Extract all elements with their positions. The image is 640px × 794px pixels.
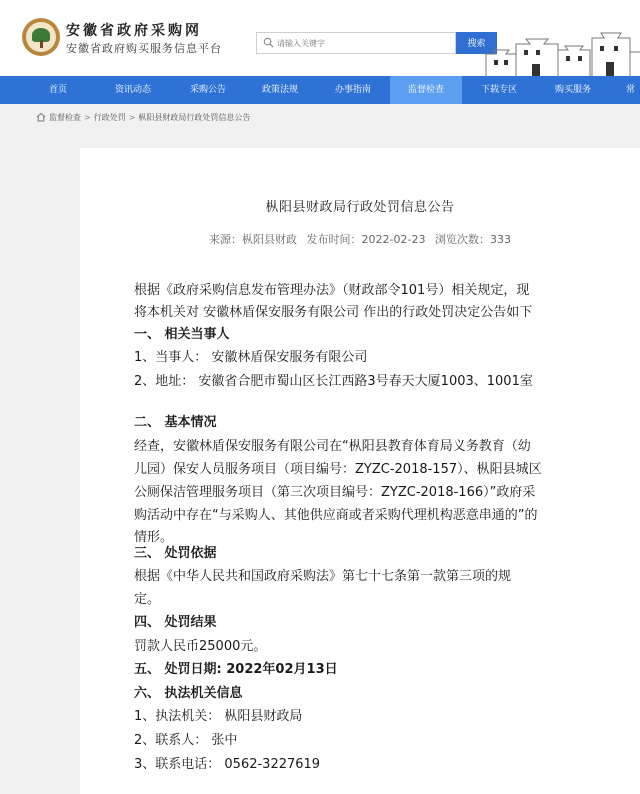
search-icon: [263, 37, 274, 48]
breadcrumb-item-penalty[interactable]: 行政处罚: [93, 113, 126, 122]
body-line: 2、地址： 安徽省合肥市蜀山区长江西路3号春天大厦1003、1001室: [134, 374, 533, 389]
meta-view-count: 浏览次数：333: [434, 233, 511, 246]
body-line: 2、联系人： 张中: [134, 733, 238, 748]
document-title: 枞阳县财政局行政处罚信息公告: [265, 200, 455, 215]
nav-item-purchase-service[interactable]: 购买服务: [554, 85, 591, 95]
breadcrumb-separator: >: [128, 113, 136, 122]
body-line: 儿园）保安人员服务项目（项目编号：ZYZC-2018-157）、枞阳县城区: [134, 462, 542, 477]
nav-item-home[interactable]: 首页: [48, 85, 67, 95]
breadcrumb-item-supervision[interactable]: 监督检查: [49, 113, 81, 122]
home-icon: [36, 112, 46, 122]
body-line: 根据《政府采购信息发布管理办法》（财政部令101号）相关规定，现: [134, 283, 530, 298]
site-title[interactable]: 安徽省政府采购网: [66, 23, 202, 39]
hui-architecture-banner: [480, 24, 640, 76]
search-box: [256, 32, 456, 54]
section-heading: 二、 基本情况: [134, 415, 217, 430]
section-heading: 三、 处罚依据: [134, 546, 217, 561]
body-line: 罚款人民币25000元。: [134, 639, 267, 654]
body-line: 情形。: [134, 530, 174, 545]
section-heading: 五、 处罚日期: 2022年02月13日: [134, 662, 338, 677]
body-line: 1、当事人： 安徽林盾保安服务有限公司: [134, 350, 368, 365]
search-button[interactable]: 搜索: [456, 32, 497, 54]
breadcrumb: [36, 111, 250, 125]
body-line: 1、执法机关： 枞阳县财政局: [134, 709, 303, 724]
section-heading: 四、 处罚结果: [134, 615, 217, 630]
nav-item-supervision[interactable]: 监督检查: [390, 76, 462, 104]
nav-item-news[interactable]: 资讯动态: [114, 85, 151, 95]
nav-item-policy[interactable]: 政策法规: [261, 85, 298, 95]
nav-item-procurement-notice[interactable]: 采购公告: [189, 85, 226, 95]
site-logo[interactable]: [22, 18, 60, 56]
nav-item-downloads[interactable]: 下载专区: [480, 85, 517, 95]
document-meta: [80, 231, 640, 247]
body-line: 购活动中存在“与采购人、其他供应商或者采购代理机构恶意串通的”的: [134, 508, 538, 523]
breadcrumb-item-current: 枞阳县财政局行政处罚信息公告: [138, 113, 251, 122]
breadcrumb-separator: >: [84, 113, 91, 122]
body-line: 3、联系电话： 0562-3227619: [134, 757, 321, 772]
body-line: 根据《中华人民共和国政府采购法》第七十七条第一款第三项的规: [134, 569, 512, 584]
body-line: 经查，安徽林盾保安服务有限公司在“枞阳县教育体育局义务教育（幼: [134, 439, 531, 454]
search-input[interactable]: [277, 35, 453, 51]
section-heading: 一、 相关当事人: [134, 327, 230, 342]
site-header: [0, 0, 640, 76]
section-heading: 六、 执法机关信息: [134, 686, 243, 701]
nav-item-guide[interactable]: 办事指南: [334, 85, 371, 95]
nav-item-truncated[interactable]: 常: [626, 85, 636, 95]
body-line: 将本机关对 安徽林盾保安服务有限公司 作出的行政处罚决定公告如下: [134, 305, 533, 320]
site-subtitle: 安徽省政府购买服务信息平台: [66, 42, 222, 55]
body-line: 公厕保洁管理服务项目（第三次项目编号：ZYZC-2018-166）”政府采: [134, 485, 536, 500]
meta-source: 来源：枞阳县财政: [209, 233, 298, 246]
main-nav: [0, 76, 640, 104]
meta-publish-time: 发布时间：2022-02-23: [306, 233, 426, 246]
body-line: 定。: [134, 592, 161, 607]
